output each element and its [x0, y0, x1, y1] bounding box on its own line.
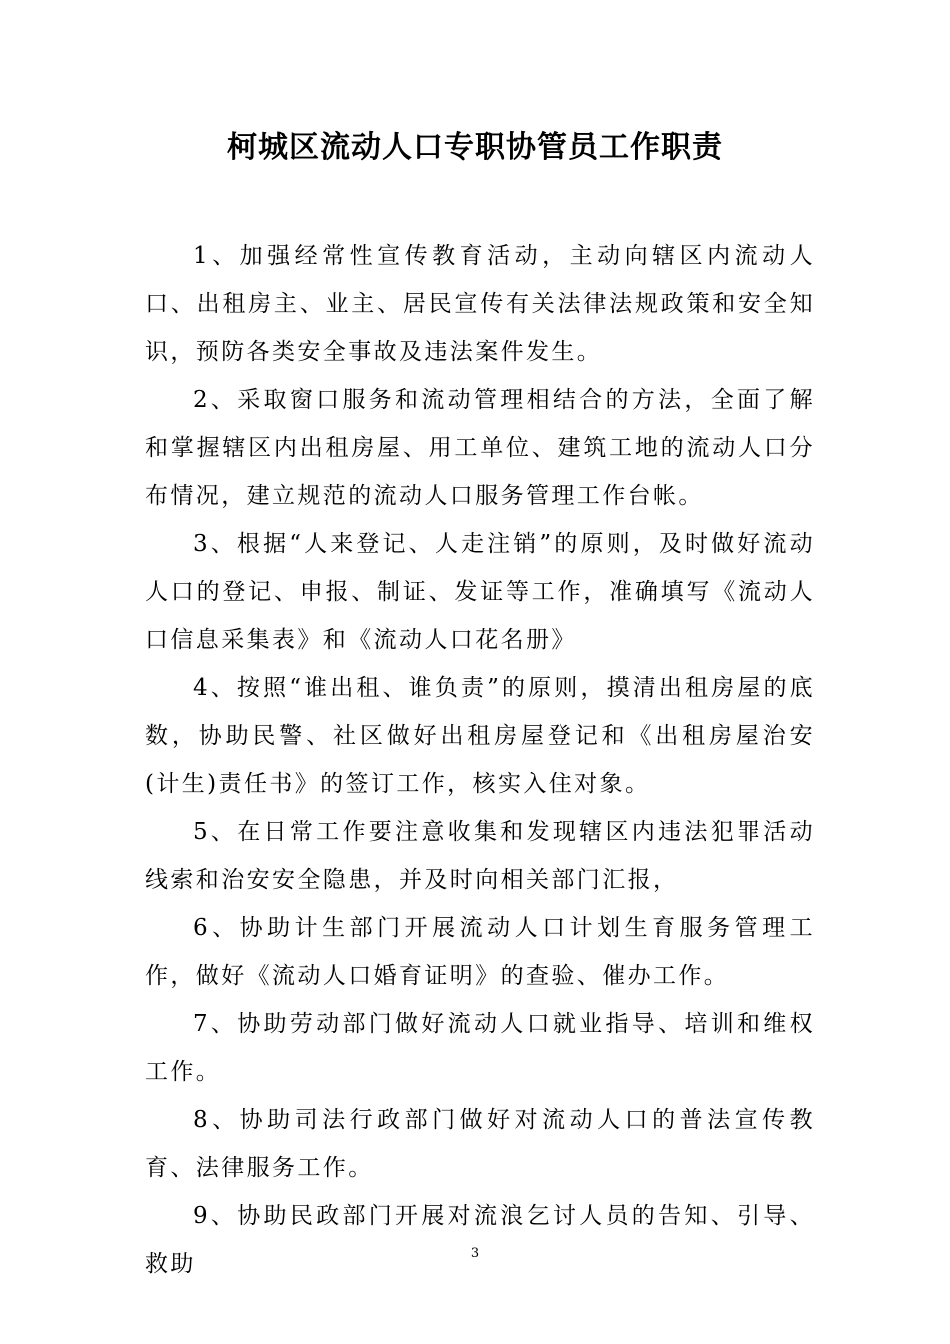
duty-item-4: 4、按照“谁出租、谁负责”的原则，摸清出租房屋的底数，协助民警、社区做好出租房屋登记和《出租房屋治安(计生)责任书》的签订工作，核实入住对象。 — [145, 675, 815, 797]
page-number: 3 — [470, 1246, 480, 1261]
duty-item-2: 2、采取窗口服务和流动管理相结合的方法，全面了解和掌握辖区内出租房屋、用工单位、建筑工地的流动人口分布情况，建立规范的流动人口服务管理工作台帐。 — [145, 387, 815, 509]
duty-item-5: 5、在日常工作要注意收集和发现辖区内违法犯罪活动线索和治安安全隐患，并及时向相关部门汇报， — [145, 819, 815, 893]
duty-item-1: 1、加强经常性宣传教育活动，主动向辖区内流动人口、出租房主、业主、居民宣传有关法律法规政策和安全知识，预防各类安全事故及违法案件发生。 — [145, 243, 815, 365]
document-body — [145, 232, 815, 1288]
duty-item-7: 7、协助劳动部门做好流动人口就业指导、培训和维权工作。 — [145, 1011, 815, 1085]
duty-item-3: 3、根据“人来登记、人走注销”的原则，及时做好流动人口的登记、申报、制证、发证等工作，准确填写《流动人口信息采集表》和《流动人口花名册》 — [145, 531, 815, 653]
document-title: 柯城区流动人口专职协管员工作职责 — [227, 130, 723, 165]
duty-item-6: 6、协助计生部门开展流动人口计划生育服务管理工作，做好《流动人口婚育证明》的查验、催办工作。 — [145, 915, 815, 989]
duty-item-9: 9、协助民政部门开展对流浪乞讨人员的告知、引导、救助 — [145, 1203, 815, 1277]
duty-item-8: 8、协助司法行政部门做好对流动人口的普法宣传教育、法律服务工作。 — [145, 1107, 815, 1181]
